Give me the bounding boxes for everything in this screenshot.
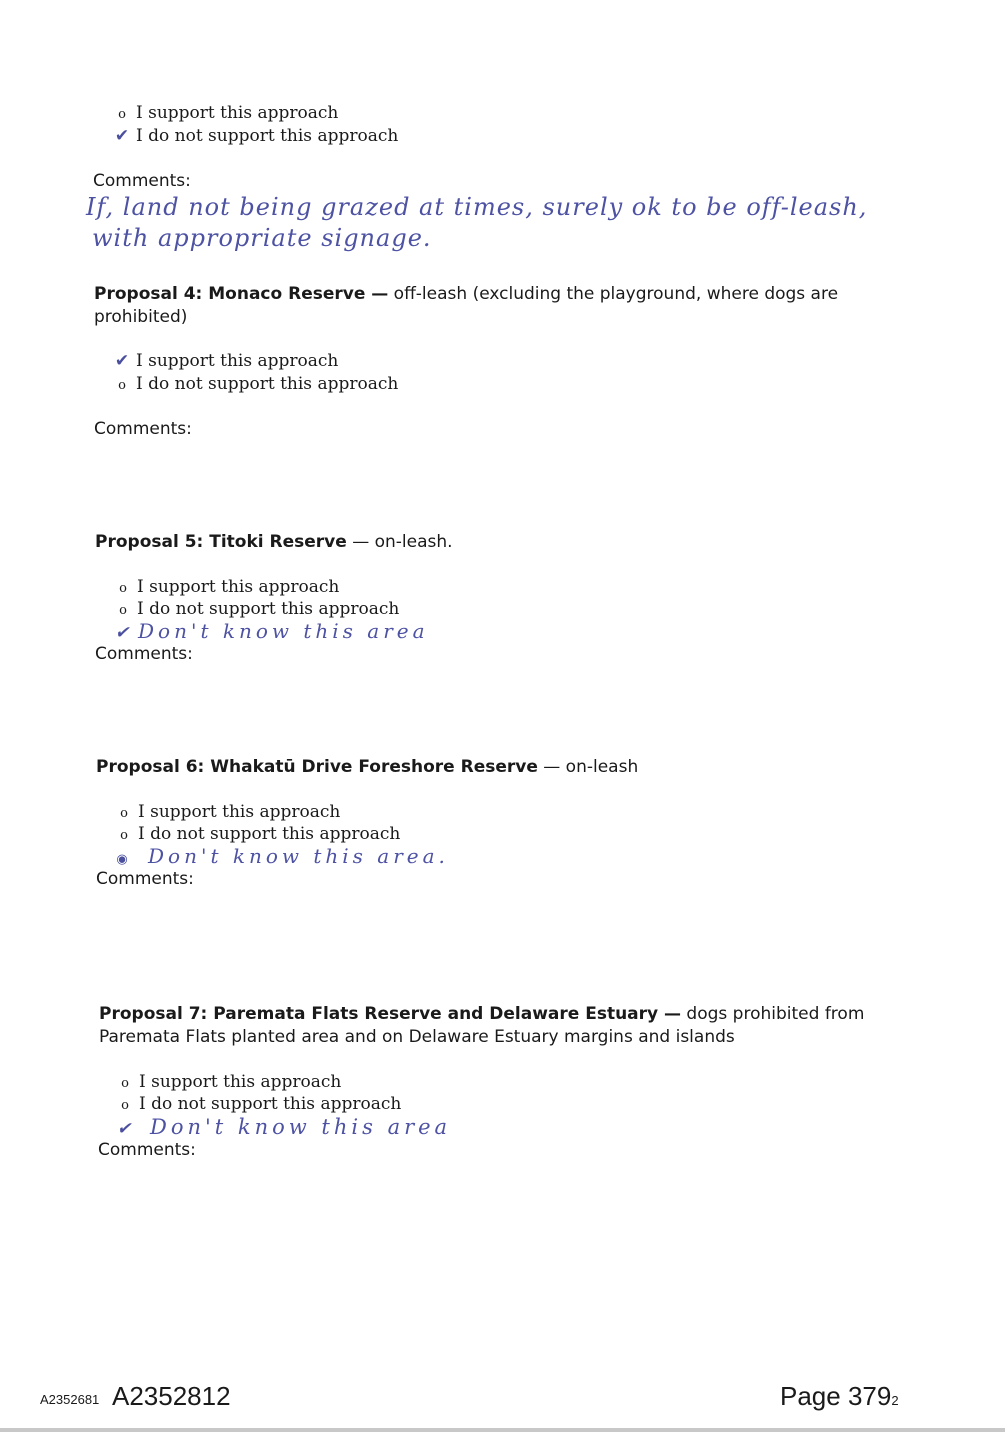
footer-page-number bbox=[780, 1381, 899, 1411]
proposal-description: — on-leash. bbox=[346, 532, 453, 552]
handwritten-option bbox=[110, 620, 429, 644]
option-label: I do not support this approach bbox=[138, 824, 401, 844]
option-label: I support this approach bbox=[138, 802, 341, 822]
footer-doc-id-small: A2352681 bbox=[40, 1392, 100, 1407]
proposal-6-title bbox=[96, 756, 638, 779]
handwritten-comment: with appropriate signage. bbox=[92, 224, 432, 252]
option-not-support[interactable] bbox=[108, 126, 398, 147]
proposal-description: dogs prohibited from Paremata Flats planted area and on Delaware Estuary margins and islands bbox=[99, 1004, 865, 1047]
bullet-icon: o bbox=[120, 828, 128, 843]
comments-label: Comments: bbox=[94, 419, 192, 439]
option-not-support[interactable] bbox=[109, 599, 399, 621]
proposal-heading: Proposal 7: Paremata Flats Reserve and Delaware Estuary — bbox=[99, 1004, 682, 1024]
proposal-5-title bbox=[95, 531, 453, 554]
proposal-heading: Proposal 6: Whakatū Drive Foreshore Reserve bbox=[96, 757, 538, 777]
filled-bullet-icon: ◉ bbox=[116, 852, 132, 867]
proposal-7-title bbox=[99, 1003, 899, 1049]
comments-label: Comments: bbox=[96, 869, 194, 889]
option-support[interactable] bbox=[108, 351, 338, 372]
comments-label: Comments: bbox=[93, 171, 191, 191]
proposal-description: — on-leash bbox=[537, 757, 639, 777]
option-label: I support this approach bbox=[136, 351, 339, 371]
option-label: I do not support this approach bbox=[136, 374, 399, 394]
bullet-icon: o bbox=[118, 378, 126, 393]
bullet-icon: o bbox=[121, 1076, 129, 1091]
option-label: I support this approach bbox=[137, 577, 340, 597]
handwritten-comment: If, land not being grazed at times, surely ok to be off-leash, bbox=[86, 193, 868, 221]
checkmark-icon: ✔ bbox=[114, 126, 130, 146]
page-edge bbox=[0, 1428, 1005, 1432]
option-label: I support this approach bbox=[139, 1072, 342, 1092]
proposal-4-title bbox=[94, 283, 899, 329]
bullet-icon: o bbox=[120, 806, 128, 821]
bullet-icon: o bbox=[121, 1098, 129, 1113]
option-support[interactable] bbox=[110, 802, 340, 824]
page-label: Page 379 bbox=[780, 1381, 892, 1411]
checkmark-icon: ✔ bbox=[114, 623, 134, 643]
page-label-small: 2 bbox=[891, 1393, 899, 1408]
option-support[interactable] bbox=[109, 577, 339, 599]
option-label: I do not support this approach bbox=[139, 1094, 402, 1114]
checkmark-icon: ✔ bbox=[116, 1119, 136, 1139]
bullet-icon: o bbox=[119, 581, 127, 596]
proposal-heading: Proposal 4: Monaco Reserve — bbox=[94, 284, 389, 304]
handwritten-option-label: Don't know this area. bbox=[148, 844, 449, 868]
option-not-support[interactable] bbox=[108, 374, 398, 396]
handwritten-option bbox=[110, 845, 449, 871]
option-not-support[interactable] bbox=[110, 824, 400, 846]
option-label: I do not support this approach bbox=[136, 126, 399, 146]
comments-label: Comments: bbox=[98, 1140, 196, 1160]
option-not-support[interactable] bbox=[111, 1094, 401, 1116]
bullet-icon: o bbox=[118, 107, 126, 122]
proposal-heading: Proposal 5: Titoki Reserve bbox=[95, 532, 347, 552]
option-label: I do not support this approach bbox=[137, 599, 400, 619]
comments-label: Comments: bbox=[95, 644, 193, 664]
footer-doc-id: A2352812 bbox=[112, 1381, 231, 1411]
option-support[interactable] bbox=[108, 103, 338, 125]
handwritten-option bbox=[112, 1116, 451, 1140]
option-label: I support this approach bbox=[136, 103, 339, 123]
checkmark-icon: ✔ bbox=[114, 351, 130, 371]
option-support[interactable] bbox=[111, 1072, 341, 1094]
proposal-description: off-leash (excluding the playground, where dogs are prohibited) bbox=[94, 284, 839, 327]
handwritten-option-label: Don't know this area bbox=[138, 619, 429, 643]
handwritten-option-label: Don't know this area bbox=[150, 1115, 452, 1139]
bullet-icon: o bbox=[119, 603, 127, 618]
